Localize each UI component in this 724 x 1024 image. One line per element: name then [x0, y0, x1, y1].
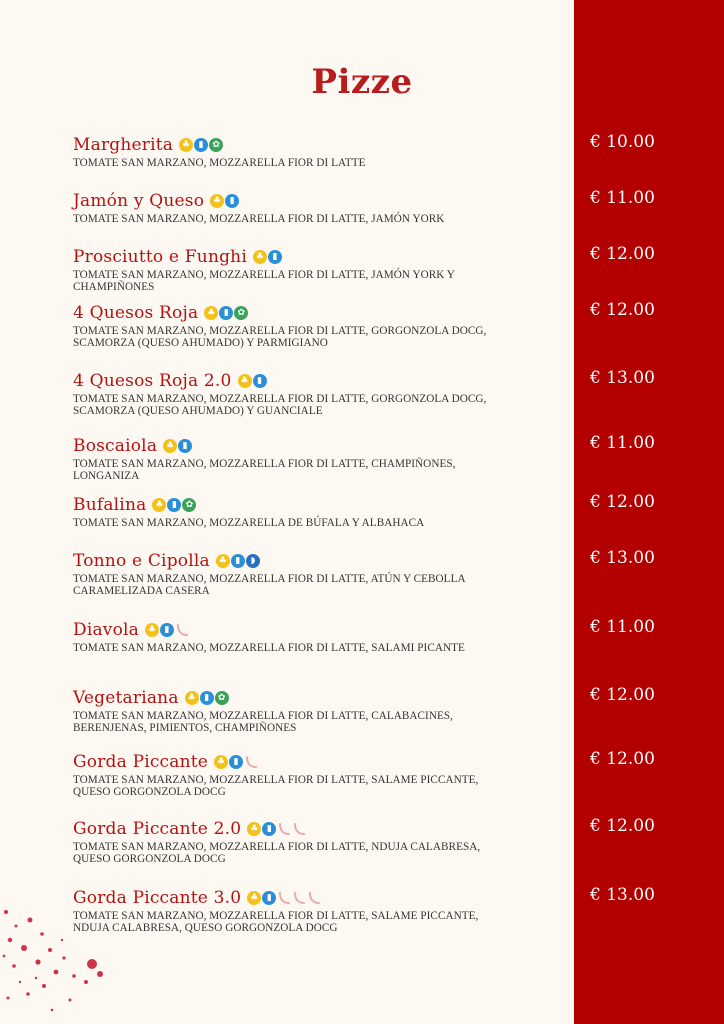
menu-item-price: € 12.00 — [590, 492, 655, 512]
menu-item-description: TOMATE SAN MARZANO, MOZZARELLA FIOR DI LATTE, JAMÓN YORK Y CHAMPIÑONES — [73, 269, 455, 293]
menu-item-name: Gorda Piccante 3.0 — [73, 888, 242, 908]
menu-item-price: € 11.00 — [590, 433, 655, 453]
milk-icon: ▮ — [262, 891, 276, 905]
menu-item-header — [73, 818, 553, 840]
menu-item-description: TOMATE SAN MARZANO, MOZZARELLA FIOR DI LATTE, SALAME PICCANTE, QUESO GORGONZOLA DOCG — [73, 774, 479, 798]
menu-item-name: Margherita — [73, 135, 174, 155]
menu-item-price: € 13.00 — [590, 885, 655, 905]
menu-item-header — [73, 494, 553, 516]
gluten-icon: ♣ — [247, 891, 261, 905]
menu-item-header — [73, 550, 553, 572]
menu-item-price: € 13.00 — [590, 368, 655, 388]
gluten-icon: ♣ — [152, 498, 166, 512]
gluten-icon: ♣ — [253, 250, 267, 264]
menu-item-price: € 11.00 — [590, 188, 655, 208]
menu-item-description: TOMATE SAN MARZANO, MOZZARELLA FIOR DI LATTE, NDUJA CALABRESA, QUESO GORGONZOLA DOCG — [73, 841, 481, 865]
allergen-icons — [214, 755, 258, 769]
milk-icon: ▮ — [262, 822, 276, 836]
menu-item-name: Jamón y Queso — [73, 191, 205, 211]
gluten-icon: ♣ — [214, 755, 228, 769]
menu-item-description: TOMATE SAN MARZANO, MOZZARELLA DE BÚFALA Y ALBAHACA — [73, 517, 425, 529]
milk-icon: ▮ — [225, 194, 239, 208]
gluten-icon: ♣ — [238, 374, 252, 388]
menu-item-description: TOMATE SAN MARZANO, MOZZARELLA FIOR DI LATTE, GORGONZOLA DOCG, SCAMORZA (QUESO AHUMADO) Y GUANCIALE — [73, 393, 487, 417]
menu-item-price: € 10.00 — [590, 132, 655, 152]
gluten-icon: ♣ — [185, 691, 199, 705]
menu-item-name: Boscaiola — [73, 436, 158, 456]
menu-item-price: € 12.00 — [590, 300, 655, 320]
menu-item-name: 4 Quesos Roja — [73, 303, 199, 323]
gluten-icon: ♣ — [163, 439, 177, 453]
fish-icon: ◗ — [246, 554, 260, 568]
gluten-icon: ♣ — [204, 306, 218, 320]
chili-icon — [277, 822, 291, 836]
menu-item-header — [73, 887, 553, 909]
menu-item — [73, 494, 553, 529]
menu-item-description: TOMATE SAN MARZANO, MOZZARELLA FIOR DI LATTE, JAMÓN YORK — [73, 213, 445, 225]
gluten-icon: ♣ — [247, 822, 261, 836]
allergen-icons — [163, 439, 192, 453]
allergen-icons — [185, 691, 229, 705]
menu-item — [73, 550, 553, 597]
menu-item-name: Tonno e Cipolla — [73, 551, 210, 571]
menu-item-name: Vegetariana — [73, 688, 179, 708]
menu-item-price: € 13.00 — [590, 548, 655, 568]
allergen-icons — [238, 374, 267, 388]
menu-item-description: TOMATE SAN MARZANO, MOZZARELLA FIOR DI LATTE, SALAMI PICANTE — [73, 642, 465, 654]
milk-icon: ▮ — [167, 498, 181, 512]
menu-item — [73, 887, 553, 934]
menu-item-header — [73, 619, 553, 641]
menu-item-description: TOMATE SAN MARZANO, MOZZARELLA FIOR DI LATTE — [73, 157, 366, 169]
menu-item-name: Diavola — [73, 620, 140, 640]
menu-item-description: TOMATE SAN MARZANO, MOZZARELLA FIOR DI LATTE, CALABACINES, BERENJENAS, PIMIENTOS, CHAMPIÑONES — [73, 710, 453, 734]
menu-item-price: € 12.00 — [590, 749, 655, 769]
milk-icon: ▮ — [200, 691, 214, 705]
milk-icon: ▮ — [268, 250, 282, 264]
sauce-splatter-decoration — [0, 890, 120, 1024]
menu-item-description: TOMATE SAN MARZANO, MOZZARELLA FIOR DI LATTE, SALAME PICCANTE, NDUJA CALABRESA, QUESO GORGONZOLA DOCG — [73, 910, 479, 934]
menu-item-name: Gorda Piccante — [73, 752, 209, 772]
menu-item — [73, 818, 553, 865]
menu-item-description: TOMATE SAN MARZANO, MOZZARELLA FIOR DI LATTE, CHAMPIÑONES, LONGANIZA — [73, 458, 456, 482]
menu-item-price: € 12.00 — [590, 816, 655, 836]
allergen-icons — [247, 891, 321, 905]
menu-item — [73, 619, 553, 654]
menu-item — [73, 687, 553, 734]
chili-icon — [175, 623, 189, 637]
menu-item-header — [73, 687, 553, 709]
menu-item-header — [73, 370, 553, 392]
menu-item — [73, 370, 553, 417]
menu-item-price: € 12.00 — [590, 685, 655, 705]
allergen-icons — [145, 623, 189, 637]
allergen-icons — [179, 138, 223, 152]
menu-item-name: Gorda Piccante 2.0 — [73, 819, 242, 839]
menu-item-name: Prosciutto e Funghi — [73, 247, 247, 267]
menu-item-name: 4 Quesos Roja 2.0 — [73, 371, 232, 391]
chili-icon — [292, 891, 306, 905]
menu-item-header — [73, 134, 553, 156]
menu-item — [73, 134, 553, 169]
chili-icon — [244, 755, 258, 769]
menu-item — [73, 435, 553, 482]
menu-item-header — [73, 190, 553, 212]
menu-item-header — [73, 302, 553, 324]
vegetarian-icon: ✿ — [209, 138, 223, 152]
chili-icon — [307, 891, 321, 905]
menu-item — [73, 751, 553, 798]
allergen-icons — [216, 554, 260, 568]
allergen-icons — [152, 498, 196, 512]
gluten-icon: ♣ — [216, 554, 230, 568]
menu-item-name: Bufalina — [73, 495, 147, 515]
allergen-icons — [247, 822, 306, 836]
milk-icon: ▮ — [219, 306, 233, 320]
gluten-icon: ♣ — [179, 138, 193, 152]
menu-item-header — [73, 246, 553, 268]
milk-icon: ▮ — [253, 374, 267, 388]
red-side-panel — [574, 0, 724, 1024]
menu-item-header — [73, 751, 553, 773]
page-title: Pizze — [311, 62, 413, 102]
menu-item — [73, 302, 553, 349]
menu-item-header — [73, 435, 553, 457]
milk-icon: ▮ — [231, 554, 245, 568]
vegetarian-icon: ✿ — [234, 306, 248, 320]
vegetarian-icon: ✿ — [215, 691, 229, 705]
allergen-icons — [204, 306, 248, 320]
gluten-icon: ♣ — [210, 194, 224, 208]
chili-icon — [277, 891, 291, 905]
allergen-icons — [253, 250, 282, 264]
milk-icon: ▮ — [229, 755, 243, 769]
milk-icon: ▮ — [178, 439, 192, 453]
allergen-icons — [210, 194, 239, 208]
menu-item-price: € 11.00 — [590, 617, 655, 637]
gluten-icon: ♣ — [145, 623, 159, 637]
menu-item — [73, 246, 553, 293]
menu-item-description: TOMATE SAN MARZANO, MOZZARELLA FIOR DI LATTE, GORGONZOLA DOCG, SCAMORZA (QUESO AHUMADO) Y PARMIGIANO — [73, 325, 487, 349]
milk-icon: ▮ — [194, 138, 208, 152]
chili-icon — [292, 822, 306, 836]
vegetarian-icon: ✿ — [182, 498, 196, 512]
milk-icon: ▮ — [160, 623, 174, 637]
menu-item — [73, 190, 553, 225]
menu-item-description: TOMATE SAN MARZANO, MOZZARELLA FIOR DI LATTE, ATÚN Y CEBOLLA CARAMELIZADA CASERA — [73, 573, 465, 597]
menu-item-price: € 12.00 — [590, 244, 655, 264]
